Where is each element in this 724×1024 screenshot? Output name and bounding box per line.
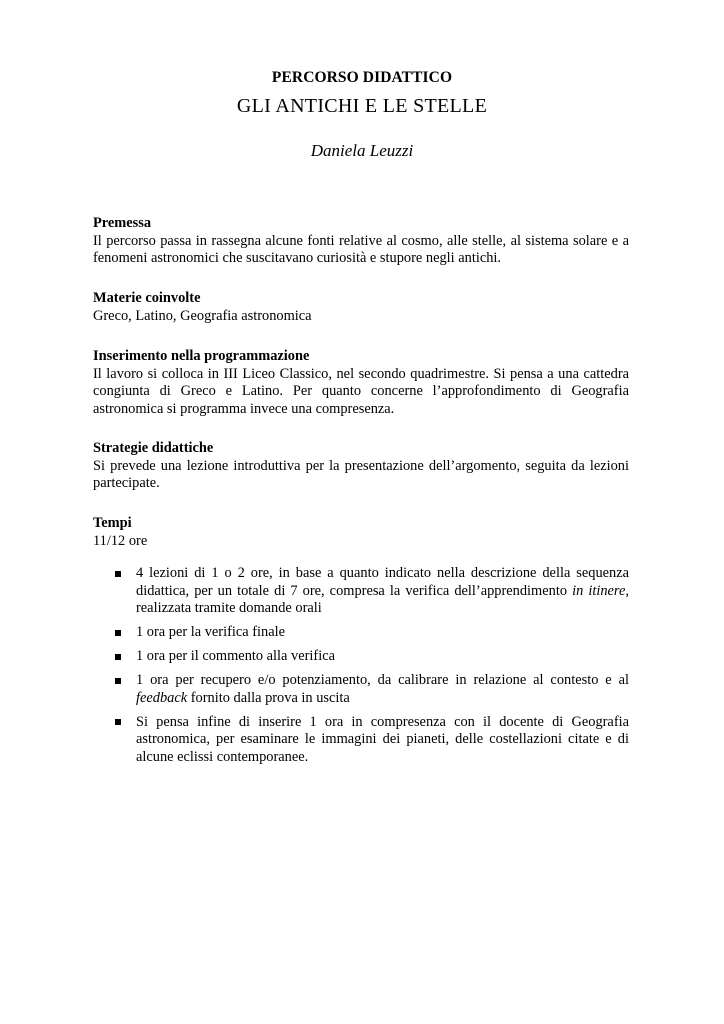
- list-item-text: 1 ora per la verifica finale: [136, 624, 286, 640]
- list-item: [111, 648, 629, 666]
- section-body: Il lavoro si colloca in III Liceo Classico, nel secondo quadrimestre. Si pensa a una cattedra congiunta di Greco e Latino. Per quanto concerne l’approfondimento di Geografia astronomica si programma invece una compresenza.: [93, 365, 629, 417]
- list-item-text: Si pensa infine di inserire 1 ora in compresenza con il docente di Geografia astronomica, per esaminare le immagini dei pianeti, delle costellazioni citate e di alcune eclissi contemporanee.: [136, 713, 629, 765]
- square-bullet-icon: [115, 719, 121, 725]
- document-author: Daniela Leuzzi: [310, 141, 414, 160]
- document-kicker: PERCORSO DIDATTICO: [271, 69, 453, 86]
- section-inserimento: [93, 348, 629, 418]
- square-bullet-icon: [115, 678, 121, 684]
- square-bullet-icon: [115, 571, 121, 577]
- section-premessa: [93, 215, 629, 268]
- list-item: [111, 714, 629, 767]
- emphasis: feedback: [136, 689, 188, 706]
- section-body: Il percorso passa in rassegna alcune fonti relative al cosmo, alle stelle, al sistema solare e a fenomeni astronomici che suscitavano curiosità e stupore negli antichi.: [93, 232, 629, 266]
- section-body: Greco, Latino, Geografia astronomica: [93, 307, 312, 324]
- section-heading: Strategie didattiche: [93, 440, 214, 456]
- list-item-text: 4 lezioni di 1 o 2 ore, in base a quanto indicato nella descrizione della sequenza didattica, per un totale di 7 ore, compresa la verifica dell’apprendimento in itinere, realizzata tramite domande orali: [136, 565, 629, 616]
- list-item: [111, 565, 629, 618]
- section-materie-coinvolte: [93, 290, 629, 325]
- list-item: [111, 672, 629, 707]
- list-item-text: 1 ora per recupero e/o potenziamento, da calibrare in relazione al contesto e al feedback fornito dalla prova in uscita: [136, 672, 629, 706]
- section-body: Si prevede una lezione introduttiva per la presentazione dell’argomento, seguita da lezioni partecipate.: [93, 457, 629, 491]
- square-bullet-icon: [115, 630, 121, 636]
- document-title: GLI ANTICHI E LE STELLE: [236, 95, 488, 117]
- list-item-text: 1 ora per il commento alla verifica: [136, 648, 335, 664]
- emphasis: in itinere: [572, 582, 626, 599]
- section-heading: Inserimento nella programmazione: [93, 348, 310, 364]
- list-item: [111, 624, 629, 642]
- square-bullet-icon: [115, 654, 121, 660]
- section-strategie-didattiche: [93, 440, 629, 493]
- section-tempi: [93, 515, 629, 550]
- section-heading: Materie coinvolte: [93, 290, 201, 306]
- tempi-bullet-list: [111, 565, 629, 773]
- section-heading: Premessa: [93, 215, 152, 231]
- section-body: 11/12 ore: [93, 532, 148, 549]
- section-heading: Tempi: [93, 515, 132, 531]
